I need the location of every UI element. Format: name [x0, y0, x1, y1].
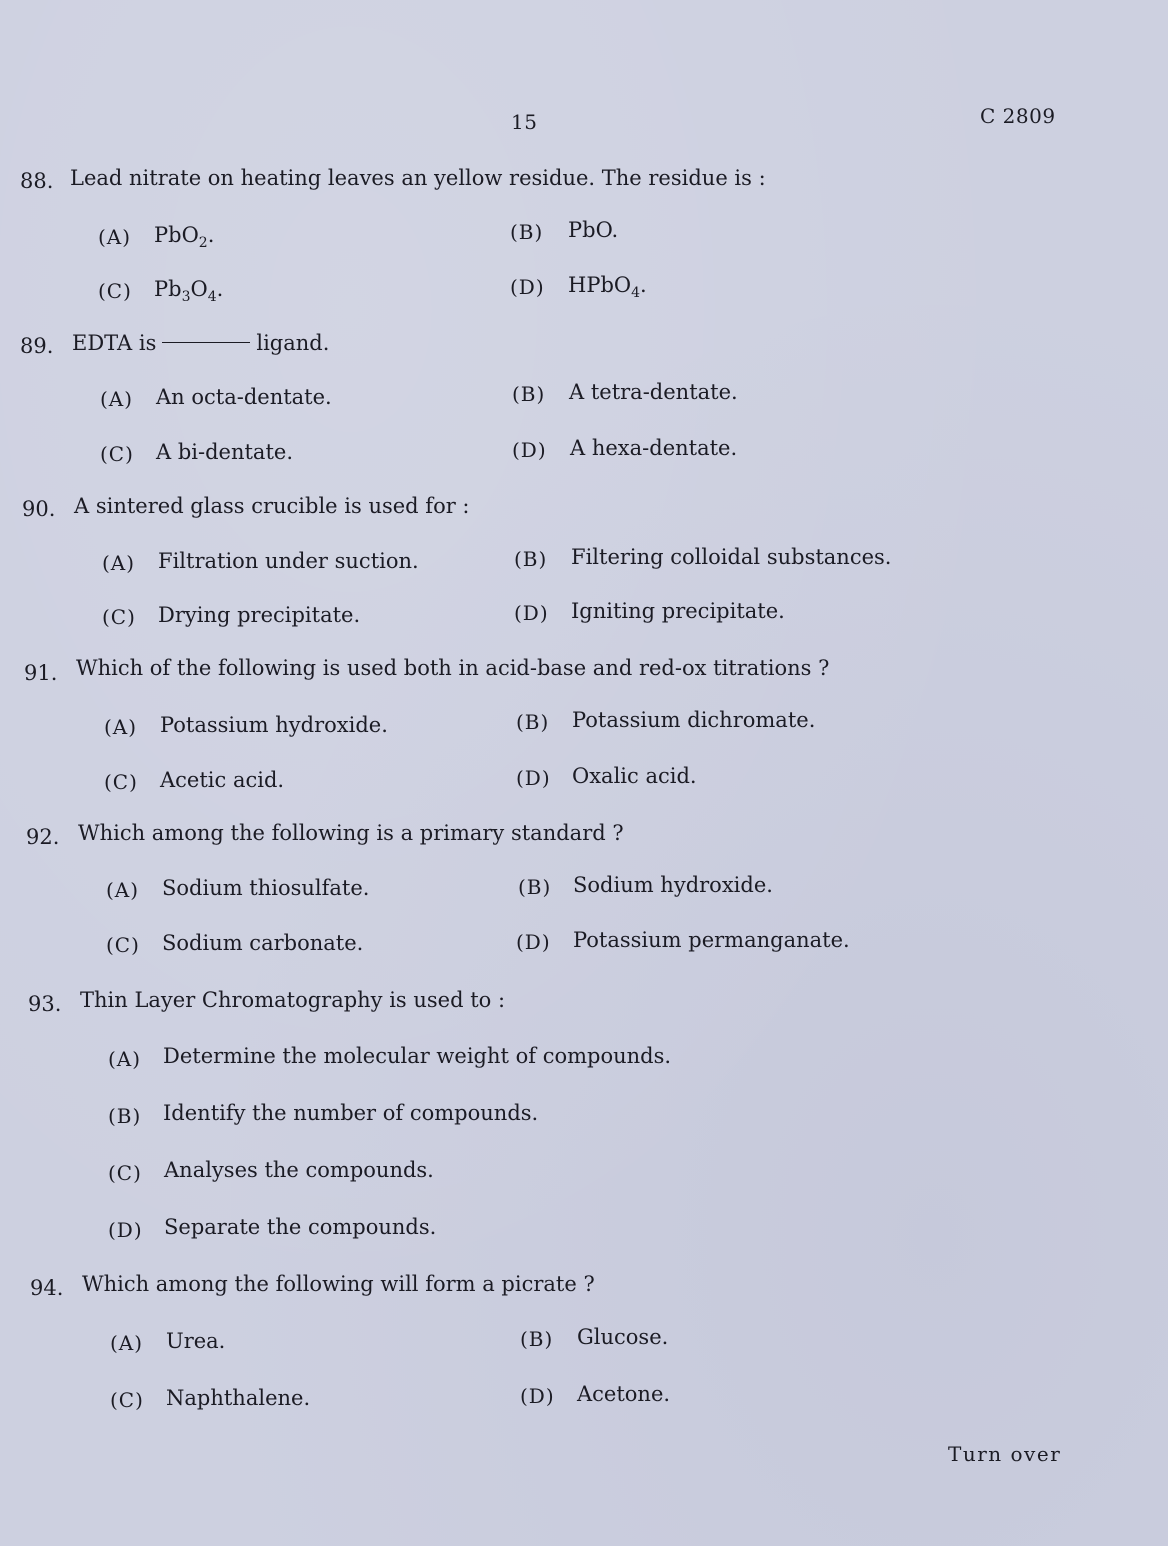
option-text: PbO$_2$.: [154, 223, 215, 252]
option-letter: (C): [102, 605, 136, 629]
option-text: Sodium thiosulfate.: [162, 876, 370, 900]
option-text: Sodium hydroxide.: [573, 873, 773, 897]
option-letter: (D): [108, 1218, 143, 1242]
question-number: 88.: [20, 169, 54, 193]
option-letter: (D): [514, 601, 549, 625]
option-letter: (A): [100, 387, 134, 411]
question-text: EDTA is ligand.: [72, 331, 330, 355]
question-number: 94.: [30, 1276, 64, 1300]
option-text: A bi-dentate.: [156, 440, 293, 464]
option-letter: (B): [518, 875, 552, 899]
option-text: HPbO$_4$.: [568, 273, 647, 302]
option-text: A tetra-dentate.: [569, 380, 738, 404]
option-letter: (B): [514, 547, 548, 571]
option-letter: (A): [108, 1047, 142, 1071]
option-text: Glucose.: [577, 1325, 669, 1349]
question-number: 93.: [28, 992, 62, 1016]
option-letter: (C): [110, 1388, 144, 1412]
option-text: Potassium dichromate.: [572, 708, 816, 732]
option-letter: (B): [512, 382, 546, 406]
option-letter: (B): [520, 1327, 554, 1351]
question-number: 89.: [20, 334, 54, 358]
option-letter: (B): [510, 220, 544, 244]
option-letter: (C): [98, 279, 132, 303]
option-text: $Pb_3O_4$.: [154, 277, 224, 306]
option-text: Acetic acid.: [160, 768, 285, 792]
question-text: Thin Layer Chromatography is used to :: [80, 988, 506, 1012]
question-text: Lead nitrate on heating leaves an yellow residue. The residue is :: [70, 166, 766, 190]
option-text: Drying precipitate.: [158, 603, 361, 627]
paper-code: C 2809: [980, 104, 1056, 128]
option-text: PbO.: [568, 218, 619, 242]
option-letter: (C): [108, 1161, 142, 1185]
option-text: Sodium carbonate.: [162, 931, 364, 955]
question-number: 91.: [24, 661, 58, 685]
option-text: A hexa-dentate.: [570, 436, 738, 460]
option-letter: (B): [516, 710, 550, 734]
question-text: A sintered glass crucible is used for :: [74, 494, 470, 518]
question-text: Which among the following will form a picrate ?: [82, 1272, 595, 1296]
option-text: Filtering colloidal substances.: [571, 545, 892, 569]
option-text: Acetone.: [577, 1382, 671, 1406]
option-letter: (D): [520, 1384, 555, 1408]
option-letter: (C): [100, 442, 134, 466]
option-text: Naphthalene.: [166, 1386, 311, 1410]
option-letter: (D): [512, 438, 547, 462]
option-text: Analyses the compounds.: [164, 1158, 434, 1182]
option-text: Separate the compounds.: [164, 1215, 437, 1239]
option-text: Igniting precipitate.: [571, 599, 785, 623]
option-letter: (A): [104, 715, 138, 739]
blank-line: [162, 342, 250, 343]
page-number: 15: [511, 110, 538, 134]
option-letter: (D): [516, 766, 551, 790]
question-text: Which of the following is used both in acid-base and red-ox titrations ?: [76, 656, 830, 680]
option-letter: (C): [104, 770, 138, 794]
option-text: Potassium permanganate.: [573, 928, 850, 952]
option-text: An octa-dentate.: [156, 385, 332, 409]
option-letter: (A): [106, 878, 140, 902]
option-text: Urea.: [166, 1329, 226, 1353]
option-letter: (B): [108, 1104, 142, 1128]
option-letter: (D): [516, 930, 551, 954]
option-letter: (A): [102, 551, 136, 575]
option-text: Potassium hydroxide.: [160, 713, 388, 737]
option-text: Determine the molecular weight of compounds.: [163, 1044, 672, 1068]
turn-over-note: Turn over: [948, 1442, 1062, 1466]
option-text: Oxalic acid.: [572, 764, 697, 788]
option-text: Identify the number of compounds.: [163, 1101, 539, 1125]
question-text: Which among the following is a primary standard ?: [78, 821, 624, 845]
option-letter: (C): [106, 933, 140, 957]
option-letter: (A): [98, 225, 132, 249]
option-letter: (A): [110, 1331, 144, 1355]
question-number: 92.: [26, 825, 60, 849]
option-letter: (D): [510, 275, 545, 299]
question-number: 90.: [22, 497, 56, 521]
option-text: Filtration under suction.: [158, 549, 419, 573]
